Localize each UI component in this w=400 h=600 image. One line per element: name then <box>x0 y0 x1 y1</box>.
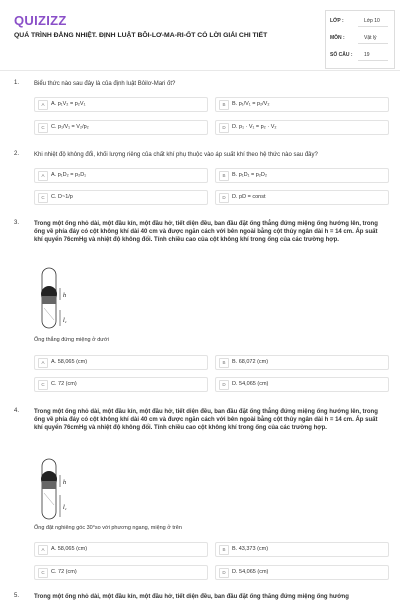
option-letter: B <box>219 358 229 368</box>
question-number: 3. <box>14 220 20 226</box>
option-b[interactable] <box>215 542 389 557</box>
option-c[interactable] <box>34 120 208 135</box>
class-label: LỚP : <box>330 18 344 24</box>
label-h: h <box>63 480 66 486</box>
option-text: B. 68,072 (cm) <box>232 359 269 365</box>
option-letter: C <box>38 380 48 390</box>
figure-caption: Ống đặt nghiêng góc 30°so với phương ngang, miệng ở trên <box>34 525 182 531</box>
page-header <box>0 0 400 70</box>
option-c[interactable] <box>34 565 208 580</box>
option-b[interactable] <box>215 355 389 370</box>
option-a[interactable] <box>34 97 208 112</box>
option-text: B. p₁/V₁ = p₂/V₂ <box>232 101 270 107</box>
question-text: Trong một ống nhỏ dài, một đầu kín, một đầu hở, tiết diện đều, ban đầu đặt ống thẳng đứng miệng ống hướng lên, trong ống về phía đáy có cột không khí dài 40 cm và được ngăn cách với bên ngoài bằng cột thủy ngân dài h = 14 cm. Áp suất khí quyển 76cmHg và nhiệt độ không đổi. Tính chiều cao của cột không khí trong ống của các trường hợp. <box>34 221 378 243</box>
option-text: C. D~1/p <box>51 194 73 200</box>
option-text: B. p₁D₁ = p₂D₂ <box>232 172 268 178</box>
tube-diagram <box>34 264 74 330</box>
option-letter: B <box>219 171 229 181</box>
option-d[interactable] <box>215 190 389 205</box>
subject-label: MÔN : <box>330 35 345 41</box>
option-letter: C <box>38 123 48 133</box>
subject-value: Vật lý <box>364 35 377 41</box>
count-value: 19 <box>364 52 370 58</box>
label-l1: l₁ <box>63 318 67 324</box>
option-d[interactable] <box>215 377 389 392</box>
option-letter: C <box>38 568 48 578</box>
option-a[interactable] <box>34 542 208 557</box>
option-text: A. 58,065 (cm) <box>51 359 88 365</box>
option-text: D. p₁ · V₁ = p₂ · V₂ <box>232 124 277 130</box>
question-text: Trong một ống nhỏ dài, một đầu kín, một đầu hở, tiết diện đều, ban đầu đặt ống thẳng đứng miệng ống hướng <box>34 594 349 600</box>
label-h: h <box>63 293 66 299</box>
option-text: B. 43,373 (cm) <box>232 546 269 552</box>
option-d[interactable] <box>215 565 389 580</box>
header-divider <box>0 70 400 71</box>
question-text: Biểu thức nào sau đây là của định luật Bôilơ-Mari ốt? <box>34 81 176 87</box>
option-letter: B <box>219 545 229 555</box>
question-number: 5. <box>14 593 20 599</box>
option-b[interactable] <box>215 168 389 183</box>
option-letter: A <box>38 545 48 555</box>
page-title: QUÁ TRÌNH ĐẲNG NHIỆT. ĐỊNH LUẬT BÔI-LƠ-MA-RI-ỐT CÓ LỜI GIẢI CHI TIẾT <box>14 32 268 39</box>
option-b[interactable] <box>215 97 389 112</box>
option-text: C. p₁/V₁ = V₂/p₂ <box>51 124 89 130</box>
option-c[interactable] <box>34 377 208 392</box>
option-letter: C <box>38 193 48 203</box>
option-letter: D <box>219 380 229 390</box>
question-text: Khi nhiệt độ không đổi, khối lượng riêng của chất khí phụ thuộc vào áp suất khí theo hệ thức nào sau đây? <box>34 152 318 158</box>
option-a[interactable] <box>34 168 208 183</box>
option-text: A. p₁V₂ = p₂V₁ <box>51 101 86 107</box>
figure-caption: Ống thẳng đứng miệng ở dưới <box>34 337 109 343</box>
option-letter: D <box>219 568 229 578</box>
class-value: Lớp 10 <box>364 18 380 24</box>
label-l1: l₁ <box>63 505 67 511</box>
tube-diagram <box>34 455 74 521</box>
option-text: C. 72 (cm) <box>51 381 77 387</box>
option-text: C. 72 (cm) <box>51 569 77 575</box>
option-letter: A <box>38 100 48 110</box>
option-text: D. 54,065 (cm) <box>232 381 269 387</box>
question-number: 2. <box>14 151 20 157</box>
meta-box <box>325 10 395 69</box>
option-d[interactable] <box>215 120 389 135</box>
option-text: D. pD = const <box>232 194 266 200</box>
option-letter: D <box>219 193 229 203</box>
option-letter: A <box>38 358 48 368</box>
quizizz-logo: QUIZIZZ <box>14 13 67 28</box>
option-letter: A <box>38 171 48 181</box>
question-number: 4. <box>14 408 20 414</box>
option-c[interactable] <box>34 190 208 205</box>
question-number: 1. <box>14 80 20 86</box>
option-text: A. 58,065 (cm) <box>51 546 88 552</box>
count-label: SỐ CÂU : <box>330 52 353 58</box>
option-letter: B <box>219 100 229 110</box>
option-a[interactable] <box>34 355 208 370</box>
option-text: D. 54,065 (cm) <box>232 569 269 575</box>
question-text: Trong một ống nhỏ dài, một đầu kín, một đầu hở, tiết diện đều, ban đầu đặt ống thẳng đứng miệng ống hướng lên, trong ống về phía đáy có cột không khí dài 40 cm và được ngăn cách với bên ngoài bằng cột thủy ngân dài h = 14 cm. Áp suất khí quyển 76cmHg và nhiệt độ không đổi. Tính chiều cao cột không khí trong ống của các trường hợp. <box>34 409 378 431</box>
option-text: A. p₁D₂ = p₂D₁ <box>51 172 87 178</box>
option-letter: D <box>219 123 229 133</box>
